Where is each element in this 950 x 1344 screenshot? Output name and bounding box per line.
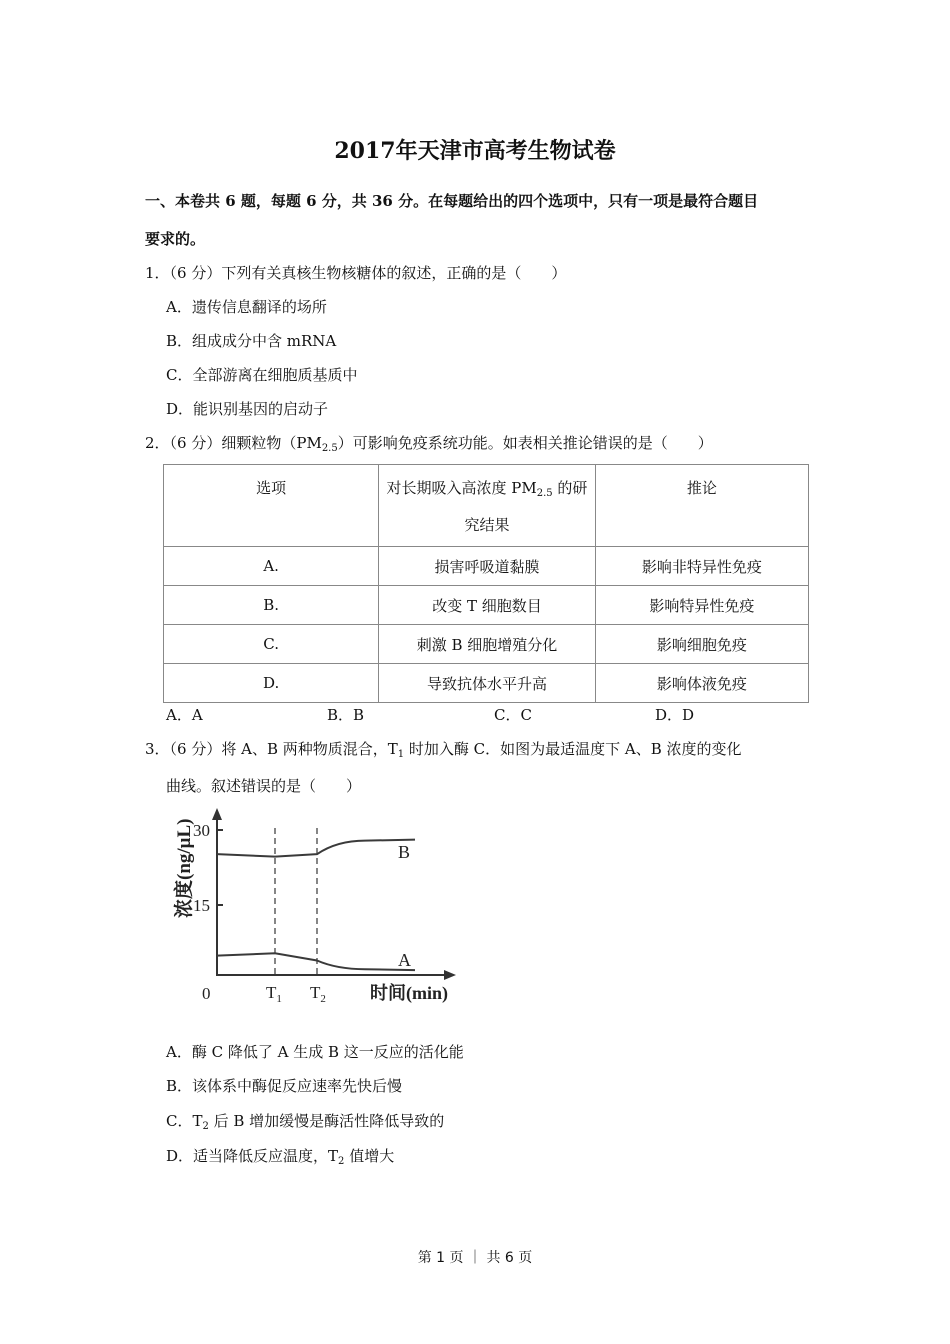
q1-option-d[interactable]: D．能识别基因的启动子 — [166, 400, 329, 418]
table-cell: 损害呼吸道黏膜 — [379, 547, 595, 586]
y-axis-arrow — [212, 808, 222, 820]
x-tick-label-t2: $T_2$ — [310, 983, 326, 1005]
q3-stem-line2: 曲线。叙述错误的是（ ） — [166, 777, 362, 795]
table-header-result: 对长期吸入高浓度 $PM_{2.5}$ 的研究结果 — [379, 465, 595, 547]
q2-table — [163, 464, 809, 703]
x-axis-label: 时间(min) — [370, 983, 448, 1003]
table-header-option: 选项 — [164, 465, 379, 547]
table-cell: D. — [164, 664, 379, 703]
page-footer: 第 1 页 ｜ 共 6 页 — [417, 1250, 533, 1266]
q3-option-c[interactable]: C．$T_2$ 后 B 增加缓慢是酶活性降低导致的 — [166, 1112, 445, 1132]
table-cell: 影响非特异性免疫 — [595, 547, 808, 586]
page-title: 2017年天津市高考生物试卷 — [334, 138, 616, 164]
x-axis-arrow — [444, 970, 456, 980]
q3-option-d[interactable]: D．适当降低反应温度，$T_2$ 值增大 — [166, 1147, 395, 1167]
section-heading-line2: 要求的。 — [145, 230, 206, 248]
series-a-label: A — [398, 950, 411, 970]
table-row — [164, 586, 809, 625]
q1-stem: 1．（6 分）下列有关真核生物核糖体的叙述，正确的是（ ） — [145, 264, 567, 282]
table-cell: 导致抗体水平升高 — [379, 664, 595, 703]
q3-option-b[interactable]: B．该体系中酶促反应速率先快后慢 — [166, 1077, 403, 1095]
q2-answer-d[interactable]: D．D — [655, 706, 695, 724]
table-cell: A. — [164, 547, 379, 586]
table-header-inference: 推论 — [595, 465, 808, 547]
table-header-row — [164, 465, 809, 547]
table-cell: 影响细胞免疫 — [595, 625, 808, 664]
x-tick-label-0: 0 — [202, 984, 211, 1003]
table-cell: 影响特异性免疫 — [595, 586, 808, 625]
y-tick-label-15: 15 — [193, 896, 210, 915]
q3-option-a[interactable]: A．酶 C 降低了 A 生成 B 这一反应的活化能 — [166, 1043, 464, 1061]
series-b-line — [217, 840, 415, 857]
table-cell: 影响体液免疫 — [595, 664, 808, 703]
series-a-line — [217, 953, 415, 970]
q3-stem-line1: 3．（6 分）将 A、B 两种物质混合，$T_1$ 时加入酶 C．如图为最适温度下 A、B 浓度的变化 — [145, 740, 742, 760]
table-row — [164, 664, 809, 703]
q1-option-a[interactable]: A．遗传信息翻译的场所 — [166, 298, 327, 316]
series-b-label: B — [398, 842, 411, 862]
q2-answer-c[interactable]: C．C — [494, 706, 532, 724]
q3-line-chart — [160, 808, 470, 1013]
q2-answer-a[interactable]: A．A — [166, 706, 203, 724]
table-cell: 改变 T 细胞数目 — [379, 586, 595, 625]
table-row — [164, 547, 809, 586]
table-cell: B. — [164, 586, 379, 625]
q2-stem: 2．（6 分）细颗粒物$(PM_{2.5})$可影响免疫系统功能。如表相关推论错误的是（ ） — [145, 434, 713, 454]
q2-answer-b[interactable]: B．B — [327, 706, 365, 724]
table-cell: 刺激 B 细胞增殖分化 — [379, 625, 595, 664]
table-cell: C. — [164, 625, 379, 664]
x-tick-label-t1: $T_1$ — [266, 983, 282, 1005]
q1-option-c[interactable]: C．全部游离在细胞质基质中 — [166, 366, 358, 384]
table-row — [164, 625, 809, 664]
y-tick-label-30: 30 — [193, 821, 210, 840]
q1-option-b[interactable]: B．组成成分中含 mRNA — [166, 332, 337, 350]
y-axis-label: 浓度(ng/μL) — [174, 818, 195, 918]
section-heading-line1: 一、本卷共 6 题，每题 6 分，共 36 分。在每题给出的四个选项中，只有一项是最符合题目 — [145, 192, 759, 210]
